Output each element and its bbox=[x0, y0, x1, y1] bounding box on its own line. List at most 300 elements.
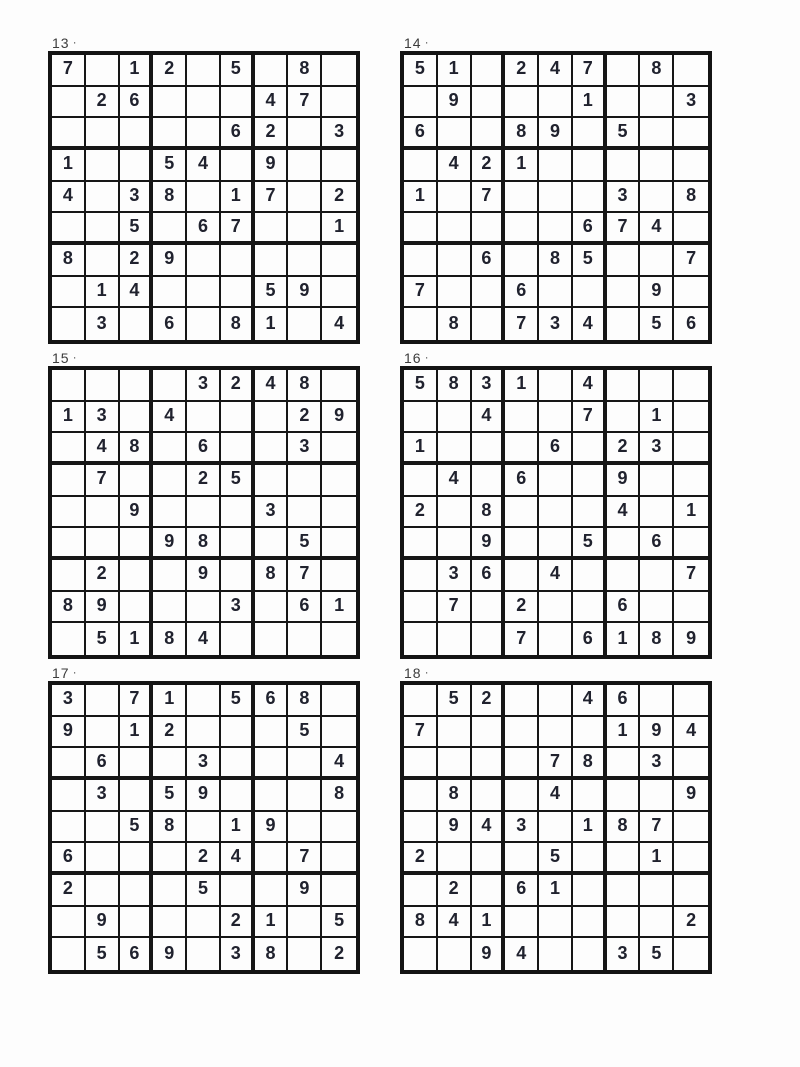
sudoku-cell: 7 bbox=[86, 465, 120, 497]
sudoku-cell bbox=[404, 560, 438, 592]
sudoku-cell: 5 bbox=[322, 907, 356, 939]
sudoku-cell bbox=[674, 843, 708, 875]
sudoku-cell: 9 bbox=[472, 938, 506, 970]
sudoku-cell: 2 bbox=[153, 717, 187, 749]
sudoku-cell bbox=[607, 370, 641, 402]
sudoku-cell bbox=[472, 843, 506, 875]
sudoku-cell bbox=[607, 55, 641, 87]
sudoku-cell: 3 bbox=[187, 370, 221, 402]
sudoku-cell: 5 bbox=[404, 55, 438, 87]
sudoku-cell: 6 bbox=[472, 245, 506, 277]
sudoku-cell bbox=[573, 592, 607, 624]
sudoku-cell bbox=[52, 308, 86, 340]
sudoku-cell: 2 bbox=[322, 182, 356, 214]
sudoku-cell bbox=[52, 213, 86, 245]
sudoku-cell bbox=[221, 875, 255, 907]
sudoku-cell bbox=[322, 497, 356, 529]
puzzle-number: 13 bbox=[52, 35, 70, 51]
sudoku-cell bbox=[52, 87, 86, 119]
sudoku-cell: 8 bbox=[153, 623, 187, 655]
sudoku-cell: 9 bbox=[86, 592, 120, 624]
sudoku-cell: 3 bbox=[221, 938, 255, 970]
sudoku-cell bbox=[505, 560, 539, 592]
sudoku-cell bbox=[640, 370, 674, 402]
sudoku-cell: 2 bbox=[187, 843, 221, 875]
sudoku-cell bbox=[640, 560, 674, 592]
sudoku-cell: 4 bbox=[438, 907, 472, 939]
sudoku-cell: 8 bbox=[288, 685, 322, 717]
sudoku-cell bbox=[438, 182, 472, 214]
sudoku-cell: 2 bbox=[187, 465, 221, 497]
sudoku-cell bbox=[505, 213, 539, 245]
sudoku-cell bbox=[674, 875, 708, 907]
sudoku-cell: 5 bbox=[86, 938, 120, 970]
sudoku-cell bbox=[255, 623, 289, 655]
sudoku-grid bbox=[400, 681, 712, 974]
sudoku-cell: 7 bbox=[539, 748, 573, 780]
sudoku-cell bbox=[221, 245, 255, 277]
sudoku-cell bbox=[472, 118, 506, 150]
sudoku-cell bbox=[255, 465, 289, 497]
sudoku-cell bbox=[674, 213, 708, 245]
sudoku-cell: 1 bbox=[539, 875, 573, 907]
sudoku-cell bbox=[120, 560, 154, 592]
sudoku-cell bbox=[86, 245, 120, 277]
sudoku-cell bbox=[539, 150, 573, 182]
puzzle-number: 14 bbox=[404, 35, 422, 51]
sudoku-cell: 7 bbox=[573, 55, 607, 87]
sudoku-cell bbox=[288, 780, 322, 812]
sudoku-cell: 2 bbox=[674, 907, 708, 939]
sudoku-grid bbox=[400, 51, 712, 344]
sudoku-cell bbox=[153, 277, 187, 309]
sudoku-cell: 7 bbox=[288, 843, 322, 875]
sudoku-cell bbox=[153, 370, 187, 402]
sudoku-cell bbox=[539, 717, 573, 749]
label-dot: · bbox=[72, 665, 78, 679]
sudoku-cell bbox=[438, 497, 472, 529]
sudoku-cell: 1 bbox=[505, 150, 539, 182]
sudoku-cell bbox=[187, 685, 221, 717]
sudoku-cell: 2 bbox=[334, 942, 345, 963]
sudoku-cell: 4 bbox=[539, 560, 573, 592]
sudoku-cell bbox=[573, 780, 607, 812]
sudoku-cell bbox=[322, 370, 356, 402]
sudoku-cell: 3 bbox=[187, 748, 221, 780]
sudoku-cell bbox=[438, 277, 472, 309]
sudoku-cell: 8 bbox=[607, 812, 641, 844]
sudoku-cell bbox=[539, 402, 573, 434]
sudoku-cell: 1 bbox=[255, 308, 289, 340]
sudoku-cell bbox=[322, 528, 356, 560]
sudoku-cell: 4 bbox=[573, 685, 607, 717]
sudoku-cell: 1 bbox=[505, 370, 539, 402]
sudoku-cell: 1 bbox=[640, 843, 674, 875]
sudoku-cell: 9 bbox=[438, 812, 472, 844]
sudoku-cell bbox=[573, 938, 607, 970]
sudoku-cell bbox=[640, 150, 674, 182]
puzzle-number-label bbox=[48, 34, 360, 50]
sudoku-cell: 1 bbox=[221, 812, 255, 844]
sudoku-cell bbox=[153, 748, 187, 780]
label-dot: · bbox=[424, 35, 430, 49]
sudoku-cell bbox=[505, 182, 539, 214]
sudoku-cell bbox=[322, 277, 356, 309]
sudoku-cell: 5 bbox=[404, 370, 438, 402]
sudoku-cell bbox=[539, 277, 573, 309]
sudoku-cell: 9 bbox=[640, 717, 674, 749]
sudoku-cell bbox=[153, 465, 187, 497]
label-dot: · bbox=[424, 665, 430, 679]
sudoku-cell bbox=[674, 938, 708, 970]
sudoku-cell bbox=[187, 87, 221, 119]
sudoku-cell: 9 bbox=[52, 717, 86, 749]
sudoku-cell: 2 bbox=[52, 875, 86, 907]
sudoku-cell: 3 bbox=[505, 812, 539, 844]
sudoku-cell: 1 bbox=[404, 182, 438, 214]
sudoku-cell bbox=[255, 875, 289, 907]
sudoku-cell bbox=[187, 592, 221, 624]
sudoku-cell: 2 bbox=[472, 150, 506, 182]
sudoku-cell bbox=[404, 780, 438, 812]
sudoku-cell: 7 bbox=[505, 623, 539, 655]
sudoku-cell: 6 bbox=[255, 685, 289, 717]
sudoku-cell: 4 bbox=[472, 402, 506, 434]
sudoku-cell: 8 bbox=[120, 433, 154, 465]
sudoku-cell: 3 bbox=[438, 560, 472, 592]
sudoku-cell: 4 bbox=[255, 370, 289, 402]
sudoku-grid bbox=[48, 51, 360, 344]
sudoku-cell bbox=[539, 182, 573, 214]
sudoku-cell: 4 bbox=[255, 87, 289, 119]
sudoku-cell: 3 bbox=[607, 938, 641, 970]
sudoku-cell bbox=[322, 245, 356, 277]
sudoku-cell bbox=[674, 118, 708, 150]
sudoku-cell: 6 bbox=[404, 118, 438, 150]
sudoku-cell bbox=[573, 907, 607, 939]
sudoku-cell bbox=[539, 938, 573, 970]
sudoku-cell bbox=[221, 748, 255, 780]
sudoku-cell bbox=[288, 623, 322, 655]
sudoku-cell: 7 bbox=[404, 277, 438, 309]
sudoku-cell bbox=[607, 560, 641, 592]
sudoku-cell: 2 bbox=[472, 685, 506, 717]
sudoku-cell: 9 bbox=[472, 528, 506, 560]
sudoku-cell bbox=[472, 277, 506, 309]
sudoku-cell: 6 bbox=[686, 312, 697, 333]
sudoku-cell: 1 bbox=[322, 592, 356, 624]
sudoku-cell bbox=[322, 685, 356, 717]
sudoku-cell: 2 bbox=[153, 55, 187, 87]
sudoku-cell bbox=[674, 433, 708, 465]
sudoku-cell bbox=[607, 277, 641, 309]
sudoku-cell bbox=[505, 87, 539, 119]
puzzle-block-14 bbox=[400, 34, 712, 344]
sudoku-cell bbox=[86, 717, 120, 749]
sudoku-cell bbox=[187, 938, 221, 970]
sudoku-cell bbox=[120, 308, 154, 340]
sudoku-cell: 9 bbox=[288, 875, 322, 907]
sudoku-cell: 8 bbox=[255, 560, 289, 592]
sudoku-cell: 4 bbox=[472, 812, 506, 844]
sudoku-cell bbox=[539, 812, 573, 844]
sudoku-cell bbox=[187, 118, 221, 150]
sudoku-cell bbox=[322, 560, 356, 592]
sudoku-cell: 5 bbox=[640, 308, 674, 340]
sudoku-cell: 6 bbox=[505, 875, 539, 907]
sudoku-cell bbox=[438, 213, 472, 245]
sudoku-cell bbox=[472, 623, 506, 655]
sudoku-cell bbox=[322, 875, 356, 907]
sudoku-cell bbox=[607, 308, 641, 340]
sudoku-cell bbox=[86, 685, 120, 717]
sudoku-cell bbox=[404, 685, 438, 717]
sudoku-cell bbox=[404, 213, 438, 245]
sudoku-cell: 5 bbox=[607, 118, 641, 150]
sudoku-cell: 8 bbox=[288, 55, 322, 87]
sudoku-cell: 2 bbox=[120, 245, 154, 277]
sudoku-cell bbox=[472, 780, 506, 812]
sudoku-cell bbox=[539, 497, 573, 529]
sudoku-cell bbox=[607, 150, 641, 182]
sudoku-cell: 5 bbox=[573, 245, 607, 277]
sudoku-cell bbox=[573, 560, 607, 592]
sudoku-cell: 4 bbox=[640, 213, 674, 245]
sudoku-cell bbox=[404, 812, 438, 844]
sudoku-cell: 1 bbox=[52, 402, 86, 434]
puzzle-number-label bbox=[48, 664, 360, 680]
sudoku-cell bbox=[52, 118, 86, 150]
sudoku-cell bbox=[52, 528, 86, 560]
sudoku-cell bbox=[322, 623, 356, 655]
sudoku-cell: 9 bbox=[153, 938, 187, 970]
sudoku-cell bbox=[505, 843, 539, 875]
sudoku-cell: 2 bbox=[404, 843, 438, 875]
sudoku-cell: 3 bbox=[86, 308, 120, 340]
sudoku-cell bbox=[438, 748, 472, 780]
sudoku-cell bbox=[674, 812, 708, 844]
sudoku-cell bbox=[288, 118, 322, 150]
sudoku-cell bbox=[221, 87, 255, 119]
sudoku-cell bbox=[607, 875, 641, 907]
sudoku-cell: 5 bbox=[640, 938, 674, 970]
sudoku-cell bbox=[187, 497, 221, 529]
sudoku-cell bbox=[153, 433, 187, 465]
sudoku-cell bbox=[288, 812, 322, 844]
sudoku-cell bbox=[640, 907, 674, 939]
label-dot: · bbox=[72, 35, 78, 49]
sudoku-cell bbox=[640, 182, 674, 214]
sudoku-cell bbox=[573, 150, 607, 182]
sudoku-cell: 8 bbox=[404, 907, 438, 939]
sudoku-cell: 5 bbox=[539, 843, 573, 875]
sudoku-cell: 7 bbox=[221, 213, 255, 245]
puzzle-number: 15 bbox=[52, 350, 70, 366]
sudoku-cell bbox=[438, 402, 472, 434]
sudoku-cell bbox=[404, 308, 438, 340]
sudoku-cell: 8 bbox=[472, 497, 506, 529]
sudoku-cell bbox=[674, 592, 708, 624]
sudoku-cell bbox=[573, 277, 607, 309]
sudoku-cell bbox=[120, 875, 154, 907]
sudoku-cell bbox=[573, 875, 607, 907]
sudoku-cell bbox=[52, 623, 86, 655]
sudoku-cell: 5 bbox=[288, 717, 322, 749]
sudoku-cell bbox=[472, 87, 506, 119]
sudoku-cell: 1 bbox=[472, 907, 506, 939]
sudoku-cell: 8 bbox=[640, 623, 674, 655]
sudoku-cell: 5 bbox=[288, 528, 322, 560]
sudoku-cell bbox=[674, 465, 708, 497]
sudoku-cell: 9 bbox=[153, 245, 187, 277]
sudoku-cell: 5 bbox=[221, 55, 255, 87]
sudoku-cell: 4 bbox=[86, 433, 120, 465]
sudoku-cell bbox=[472, 433, 506, 465]
sudoku-cell bbox=[52, 497, 86, 529]
sudoku-cell bbox=[607, 245, 641, 277]
sudoku-cell: 8 bbox=[573, 748, 607, 780]
sudoku-cell bbox=[86, 497, 120, 529]
sudoku-cell bbox=[539, 623, 573, 655]
sudoku-cell: 2 bbox=[86, 560, 120, 592]
sudoku-cell bbox=[573, 717, 607, 749]
sudoku-cell bbox=[539, 907, 573, 939]
sudoku-cell: 1 bbox=[607, 717, 641, 749]
sudoku-cell bbox=[86, 528, 120, 560]
sudoku-cell bbox=[539, 465, 573, 497]
sudoku-cell bbox=[322, 87, 356, 119]
sudoku-cell: 7 bbox=[288, 87, 322, 119]
sudoku-cell bbox=[187, 55, 221, 87]
sudoku-cell bbox=[539, 592, 573, 624]
sudoku-grid bbox=[400, 366, 712, 659]
puzzle-number: 16 bbox=[404, 350, 422, 366]
sudoku-cell bbox=[404, 592, 438, 624]
sudoku-cell: 6 bbox=[86, 748, 120, 780]
sudoku-cell bbox=[404, 748, 438, 780]
sudoku-cell bbox=[438, 528, 472, 560]
sudoku-cell bbox=[404, 465, 438, 497]
sudoku-cell: 3 bbox=[86, 780, 120, 812]
sudoku-cell bbox=[674, 150, 708, 182]
sudoku-cell bbox=[52, 780, 86, 812]
sudoku-cell bbox=[86, 182, 120, 214]
sudoku-cell: 4 bbox=[334, 312, 345, 333]
sudoku-cell bbox=[404, 402, 438, 434]
sudoku-cell bbox=[52, 465, 86, 497]
sudoku-cell bbox=[288, 182, 322, 214]
puzzle-block-17 bbox=[48, 664, 360, 974]
sudoku-cell bbox=[322, 717, 356, 749]
puzzle-number-label bbox=[48, 349, 360, 365]
sudoku-cell bbox=[322, 433, 356, 465]
sudoku-cell bbox=[505, 245, 539, 277]
sudoku-cell bbox=[52, 907, 86, 939]
sudoku-cell bbox=[472, 213, 506, 245]
sudoku-cell bbox=[187, 402, 221, 434]
sudoku-cell bbox=[674, 402, 708, 434]
sudoku-cell bbox=[505, 402, 539, 434]
sudoku-cell bbox=[438, 433, 472, 465]
sudoku-cell: 9 bbox=[640, 277, 674, 309]
sudoku-cell bbox=[640, 592, 674, 624]
sudoku-cell bbox=[288, 308, 322, 340]
sudoku-cell: 1 bbox=[573, 87, 607, 119]
sudoku-cell: 4 bbox=[674, 717, 708, 749]
sudoku-cell bbox=[505, 685, 539, 717]
sudoku-cell bbox=[86, 150, 120, 182]
puzzle-block-16 bbox=[400, 349, 712, 659]
sudoku-cell bbox=[153, 843, 187, 875]
sudoku-cell: 8 bbox=[288, 370, 322, 402]
sudoku-cell bbox=[255, 55, 289, 87]
sudoku-cell bbox=[255, 528, 289, 560]
sudoku-cell bbox=[607, 87, 641, 119]
sudoku-cell: 8 bbox=[640, 55, 674, 87]
sudoku-cell: 7 bbox=[607, 213, 641, 245]
sudoku-cell bbox=[255, 245, 289, 277]
sudoku-cell: 2 bbox=[505, 592, 539, 624]
sudoku-cell: 4 bbox=[322, 748, 356, 780]
sudoku-cell: 4 bbox=[573, 370, 607, 402]
sudoku-cell bbox=[221, 277, 255, 309]
puzzle-number: 18 bbox=[404, 665, 422, 681]
sudoku-cell bbox=[640, 465, 674, 497]
sudoku-cell bbox=[404, 623, 438, 655]
sudoku-cell: 8 bbox=[438, 780, 472, 812]
sudoku-cell: 7 bbox=[52, 55, 86, 87]
sudoku-cell: 1 bbox=[120, 717, 154, 749]
sudoku-cell bbox=[539, 528, 573, 560]
sudoku-cell bbox=[640, 780, 674, 812]
sudoku-cell: 5 bbox=[573, 528, 607, 560]
sudoku-cell bbox=[573, 497, 607, 529]
puzzle-number-label bbox=[400, 664, 712, 680]
sudoku-cell bbox=[288, 150, 322, 182]
sudoku-cell: 1 bbox=[674, 497, 708, 529]
sudoku-cell: 7 bbox=[404, 717, 438, 749]
sudoku-cell bbox=[120, 592, 154, 624]
sudoku-cell bbox=[288, 465, 322, 497]
sudoku-cell bbox=[288, 245, 322, 277]
sudoku-cell: 4 bbox=[573, 308, 607, 340]
sudoku-cell: 3 bbox=[539, 308, 573, 340]
sudoku-cell: 8 bbox=[674, 182, 708, 214]
sudoku-cell: 5 bbox=[153, 780, 187, 812]
sudoku-cell bbox=[187, 245, 221, 277]
sudoku-cell: 9 bbox=[607, 465, 641, 497]
sudoku-cell bbox=[153, 213, 187, 245]
sudoku-cell: 6 bbox=[607, 592, 641, 624]
sudoku-cell: 3 bbox=[640, 748, 674, 780]
sudoku-cell bbox=[153, 592, 187, 624]
sudoku-cell bbox=[86, 812, 120, 844]
sudoku-cell: 1 bbox=[153, 685, 187, 717]
sudoku-cell bbox=[255, 717, 289, 749]
sudoku-cell bbox=[607, 402, 641, 434]
sudoku-cell: 2 bbox=[404, 497, 438, 529]
sudoku-cell: 1 bbox=[255, 907, 289, 939]
sudoku-cell bbox=[255, 433, 289, 465]
sudoku-cell bbox=[674, 748, 708, 780]
sudoku-cell bbox=[472, 55, 506, 87]
sudoku-cell bbox=[404, 938, 438, 970]
sudoku-cell bbox=[187, 907, 221, 939]
sudoku-cell bbox=[86, 55, 120, 87]
sudoku-cell: 4 bbox=[607, 497, 641, 529]
sudoku-cell bbox=[438, 118, 472, 150]
puzzle-number-label bbox=[400, 349, 712, 365]
